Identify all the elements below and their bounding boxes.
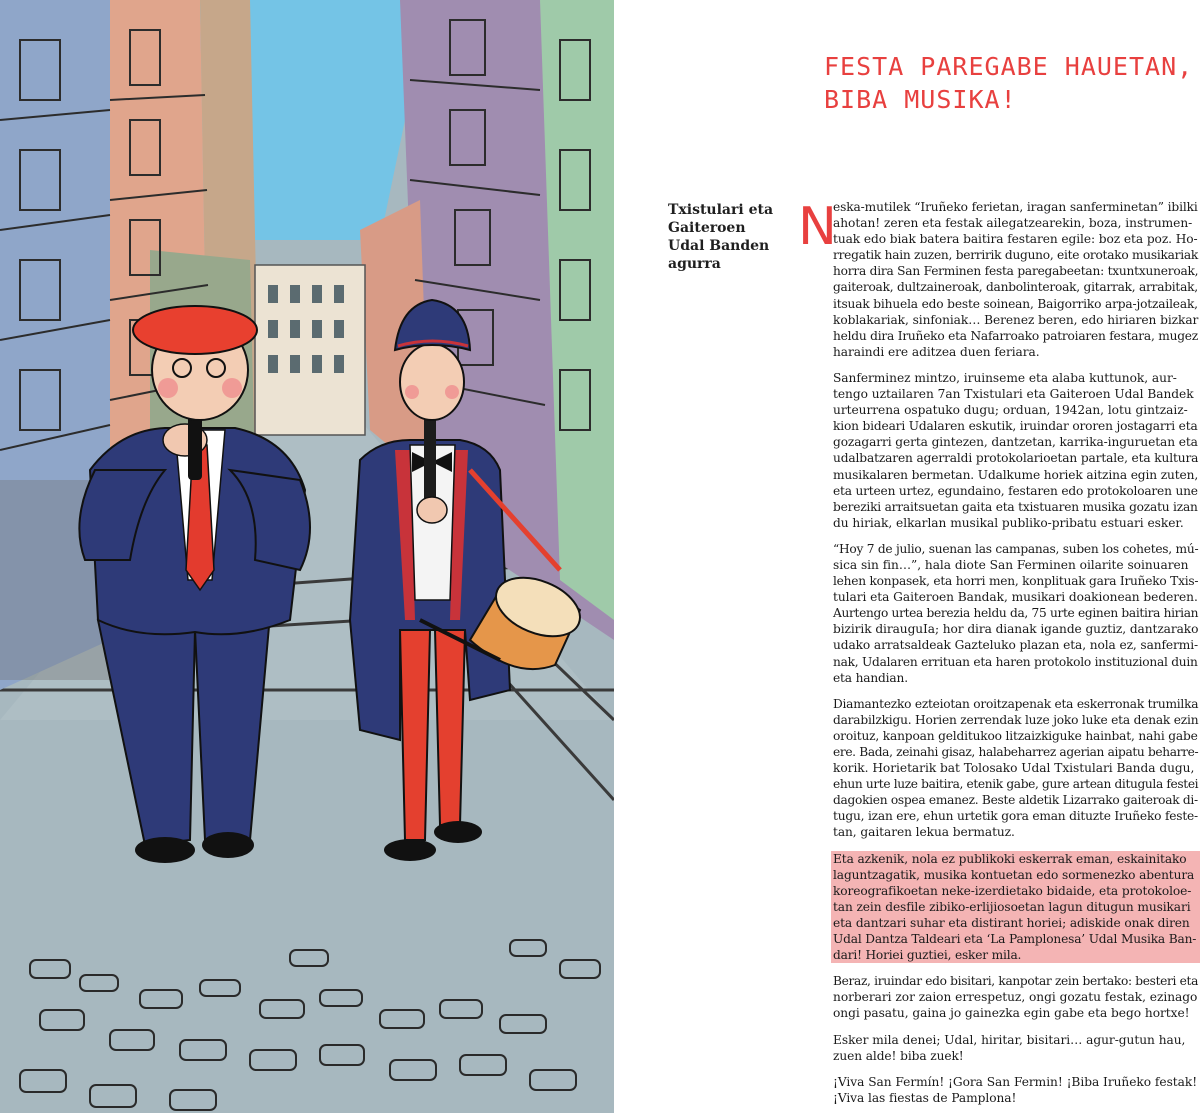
- text-line: eta urteen urtez, egundaino, festaren edo protokoloaren une: [833, 483, 1198, 498]
- text-line: lehen konpasek, eta horri men, konplituak gara Iruñeko Txis-: [833, 574, 1199, 589]
- drop-cap: N: [798, 197, 837, 257]
- text-line: itsuak bihuela edo beste soinean, Baigorriko arpa-jotzaileak,: [833, 296, 1198, 311]
- side-heading-line: Udal Banden: [668, 238, 770, 254]
- text-line: du hiriak, elkarlan musikal publiko-pribatu estuari esker.: [833, 515, 1184, 530]
- text-line: ¡Viva San Fermín! ¡Gora San Fermin! ¡Biba Iruñeko festak!: [833, 1074, 1198, 1089]
- text-line: norberari zor zaion errespetuz, ongi gozatu festak, ezinago: [833, 990, 1198, 1005]
- text-line: darabilzkigu. Horien zerrendak luze joko luke eta denak ezin: [833, 712, 1199, 727]
- headline-line: FESTA PAREGABE HAUETAN,: [824, 52, 1194, 81]
- side-heading-line: Gaiteroen: [668, 220, 746, 236]
- text-line: gaiteroak, dultzaineroak, danbolinteroak, gitarrak, arrabitak,: [833, 280, 1198, 295]
- text-line: rregatik hain zuzen, berririk duguno, eite orotako musikariak: [833, 248, 1198, 263]
- text-line: tulari eta Gaiteroen Bandak, musikari doakionean bederen.: [833, 590, 1198, 605]
- text-line: tuak edo biak batera baitira festaren egile: boz eta poz. Ho-: [833, 232, 1198, 247]
- highlighted-line: tan zein desfile zibiko-erlijiosoetan lagun ditugun musikari: [831, 899, 1200, 915]
- text-line: gozagarri gerta gintezen, dantzetan, karrika-inguruetan eta: [833, 435, 1198, 450]
- text-line: ahotan! zeren eta festak ailegatzearekin, boza, instrumen-: [833, 216, 1193, 231]
- text-line: kion bideari Udalaren eskutik, iruindar ororen jostagarri eta: [833, 419, 1198, 434]
- highlighted-line: Eta azkenik, nola ez publikoki eskerrak eman, eskainitako: [831, 851, 1200, 867]
- text-line: ere. Bada, zeinahi gisaz, halabeharrez agerian aipatu beharre-: [833, 745, 1199, 759]
- text-line: Aurtengo urtea berezia heldu da, 75 urte eginen baitira hirian: [833, 606, 1199, 621]
- side-heading-line: agurra: [668, 256, 721, 272]
- text-line: “Hoy 7 de julio, suenan las campanas, suben los cohetes, mú-: [833, 541, 1199, 556]
- text-line: eska-mutilek “Iruñeko ferietan, iragan sanferminetan” ibilki: [833, 200, 1198, 214]
- highlighted-line: Udal Dantza Taldeari eta ‘La Pamplonesa’ Udal Musika Ban-: [831, 931, 1200, 947]
- side-heading: [668, 201, 788, 273]
- article-paragraph: [833, 851, 1200, 964]
- text-line: Diamantezko ezteiotan oroitzapenak eta eskerronak trumilka: [833, 696, 1199, 711]
- article-paragraph: [833, 199, 1200, 360]
- text-line: dagokien ospea emanez. Beste aldetik Lizarrako gaiteroak di-: [833, 793, 1198, 808]
- text-line: nak, Udalaren errituan eta haren protokolo instituzional duin: [833, 654, 1198, 669]
- text-line: Esker mila denei; Udal, hiritar, bisitari… agur-gutun hau,: [833, 1032, 1186, 1047]
- article-paragraph: [833, 973, 1200, 1021]
- text-line: zuen alde! biba zuek!: [833, 1048, 964, 1063]
- text-line: korik. Horietarik bat Tolosako Udal Txistulari Banda dugu,: [833, 761, 1195, 776]
- text-line: heldu dira Iruñeko eta Nafarroako patroiaren festara, mugez: [833, 328, 1199, 343]
- text-line: udako arratsaldeak Gazteluko plazan eta, nola ez, sanfermi-: [833, 638, 1199, 653]
- text-line: urteurrena ospatuko dugu; orduan, 1942an, lotu gintzaiz-: [833, 403, 1188, 418]
- text-line: Beraz, iruindar edo bisitari, kanpotar zein bertako: besteri eta: [833, 974, 1199, 989]
- text-line: eta handian.: [833, 670, 908, 685]
- article-paragraph: [833, 1074, 1200, 1106]
- text-line: koblakariak, sinfoniak… Berenez beren, edo hiriaren bizkar: [833, 312, 1199, 327]
- text-line: udalbatzaren agerraldi protokolarioetan partale, eta kultura: [833, 451, 1199, 466]
- distant-buildings: [255, 265, 365, 435]
- text-line: Sanferminez mintzo, iruinseme eta alaba kuttunok, aur-: [833, 370, 1177, 385]
- article-paragraph: [833, 541, 1200, 686]
- highlighted-line: koreografikoetan neke-izerdietako bidaide, eta protokoloe-: [831, 883, 1200, 899]
- text-line: bizirik dirauguIa; hor dira dianak igande guztiz, dantzarako: [833, 622, 1199, 637]
- text-line: tugu, izan ere, ehun urtetik gora eman dituzte Iruñeko feste-: [833, 809, 1198, 824]
- text-line: ehun urte luze baitira, etenik gabe, gure artean ditugula festei: [833, 777, 1199, 792]
- highlighted-line: dari! Horiei guztiei, esker mila.: [831, 947, 1200, 963]
- text-page: [614, 0, 1200, 1113]
- text-line: tan, gaitaren lekua bermatuz.: [833, 825, 1015, 840]
- article-paragraph: [833, 370, 1200, 531]
- article-paragraph: [833, 1032, 1200, 1064]
- side-heading-line: Txistulari eta: [668, 202, 774, 218]
- text-line: horra dira San Ferminen festa paregabeetan: txuntxuneroak,: [833, 264, 1199, 279]
- text-line: sica sin fin…”, hala diote San Ferminen oilarite soinuaren: [833, 557, 1189, 572]
- headline: [824, 50, 1194, 116]
- highlighted-line: eta dantzari suhar eta distirant horiei; adiskide onak diren: [831, 915, 1200, 931]
- article-paragraph: [833, 696, 1200, 841]
- article-body: [798, 197, 1200, 1116]
- text-line: haraindi ere aditzea duen feriara.: [833, 344, 1040, 359]
- street: [0, 720, 614, 1113]
- highlighted-line: laguntzagatik, musika kontuetan edo sormenezko abentura: [831, 867, 1200, 883]
- text-line: musikalaren bermetan. Udalkume horiek aitzina egin zuten,: [833, 467, 1199, 482]
- text-line: tengo uztailaren 7an Txistulari eta Gaiteroen Udal Bandek: [833, 387, 1194, 402]
- headline-line: BIBA MUSIKA!: [824, 85, 1017, 114]
- text-line: ¡Viva las fiestas de Pamplona!: [833, 1090, 1017, 1105]
- text-line: oroituz, kanpoan gelditukoo litzaizkiguke hainbat, nahi gabe: [833, 728, 1198, 743]
- text-line: ongi pasatu, gaina jo gainezka egin gabe eta bego hortxe!: [833, 1006, 1190, 1021]
- text-line: bereziki arraitsuetan gaita eta txistuaren musika gozatu izan: [833, 499, 1198, 514]
